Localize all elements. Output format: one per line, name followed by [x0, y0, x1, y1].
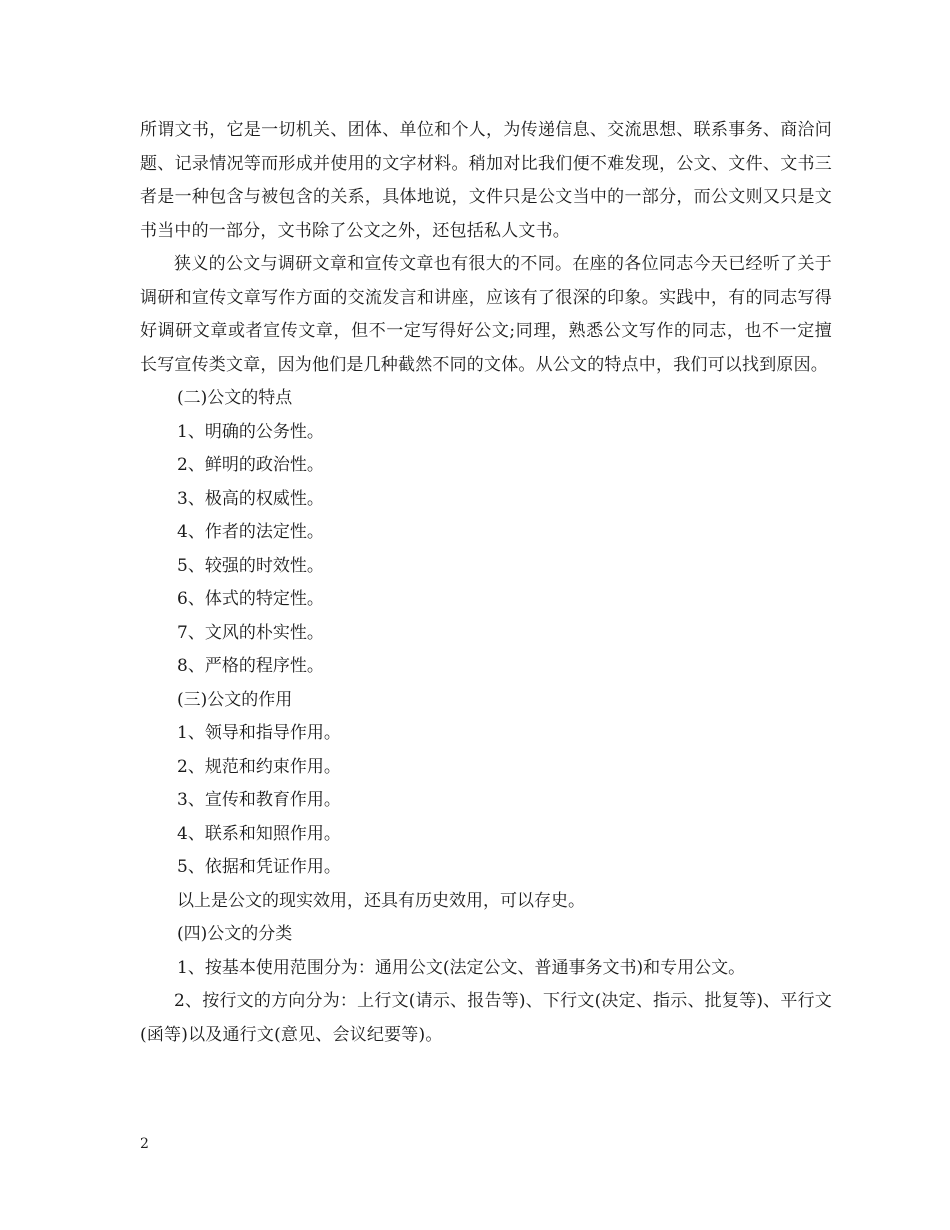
list-item: 4、联系和知照作用。	[177, 823, 341, 844]
list-item: 7、文风的朴实性。	[177, 622, 324, 643]
list-item: 5、依据和凭证作用。	[177, 857, 341, 877]
list-item: 3、宣传和教育作用。	[177, 790, 341, 810]
paragraph-documents-definition: 所谓文书，它是一切机关、团体、单位和个人，为传递信息、交流思想、联系事务、商洽问题、记录情况等而形成并使用的文字材料。稍加对比我们便不难发现，公文、文件、文书三者是一种包含与被包含的关系，具体地说，文件只是公文当中的一部分，而公文则又只是文书当中的一部分，文书除了公文之外，还包括私人文书。	[140, 120, 832, 241]
page-number: 2	[140, 1136, 149, 1152]
functions-summary: 以上是公文的现实效用，还具有历史效用，可以存史。	[177, 890, 585, 911]
list-item: 1、领导和指导作用。	[177, 723, 341, 743]
list-item: 3、极高的权威性。	[177, 488, 324, 509]
section-heading-classification: (四)公文的分类	[177, 924, 293, 944]
list-item: 2、按行文的方向分为：上行文(请示、报告等)、下行文(决定、指示、批复等)、平行文(函等)以及通行文(意见、会议纪要等)。	[140, 991, 832, 1045]
list-item: 2、规范和约束作用。	[177, 756, 341, 777]
list-item: 6、体式的特定性。	[177, 589, 324, 609]
list-item: 8、严格的程序性。	[177, 656, 324, 676]
paragraph-narrow-sense-comparison: 狭义的公文与调研文章和宣传文章也有很大的不同。在座的各位同志今天已经听了关于调研和宣传文章写作方面的交流发言和讲座，应该有了很深的印象。实践中，有的同志写得好调研文章或者宣传文章，但不一定写得好公文;同理，熟悉公文写作的同志，也不一定擅长写宣传类文章，因为他们是几种截然不同的文体。从公文的特点中，我们可以找到原因。	[140, 254, 832, 375]
list-item: 1、明确的公务性。	[177, 421, 324, 442]
list-item: 5、较强的时效性。	[177, 555, 324, 576]
list-item: 1、按基本使用范围分为：通用公文(法定公文、普通事务文书)和专用公文。	[177, 957, 746, 978]
document-body	[140, 114, 832, 1052]
section-heading-functions: (三)公文的作用	[177, 689, 293, 710]
section-heading-features: (二)公文的特点	[177, 388, 293, 408]
list-item: 2、鲜明的政治性。	[177, 455, 324, 475]
list-item: 4、作者的法定性。	[177, 522, 324, 542]
